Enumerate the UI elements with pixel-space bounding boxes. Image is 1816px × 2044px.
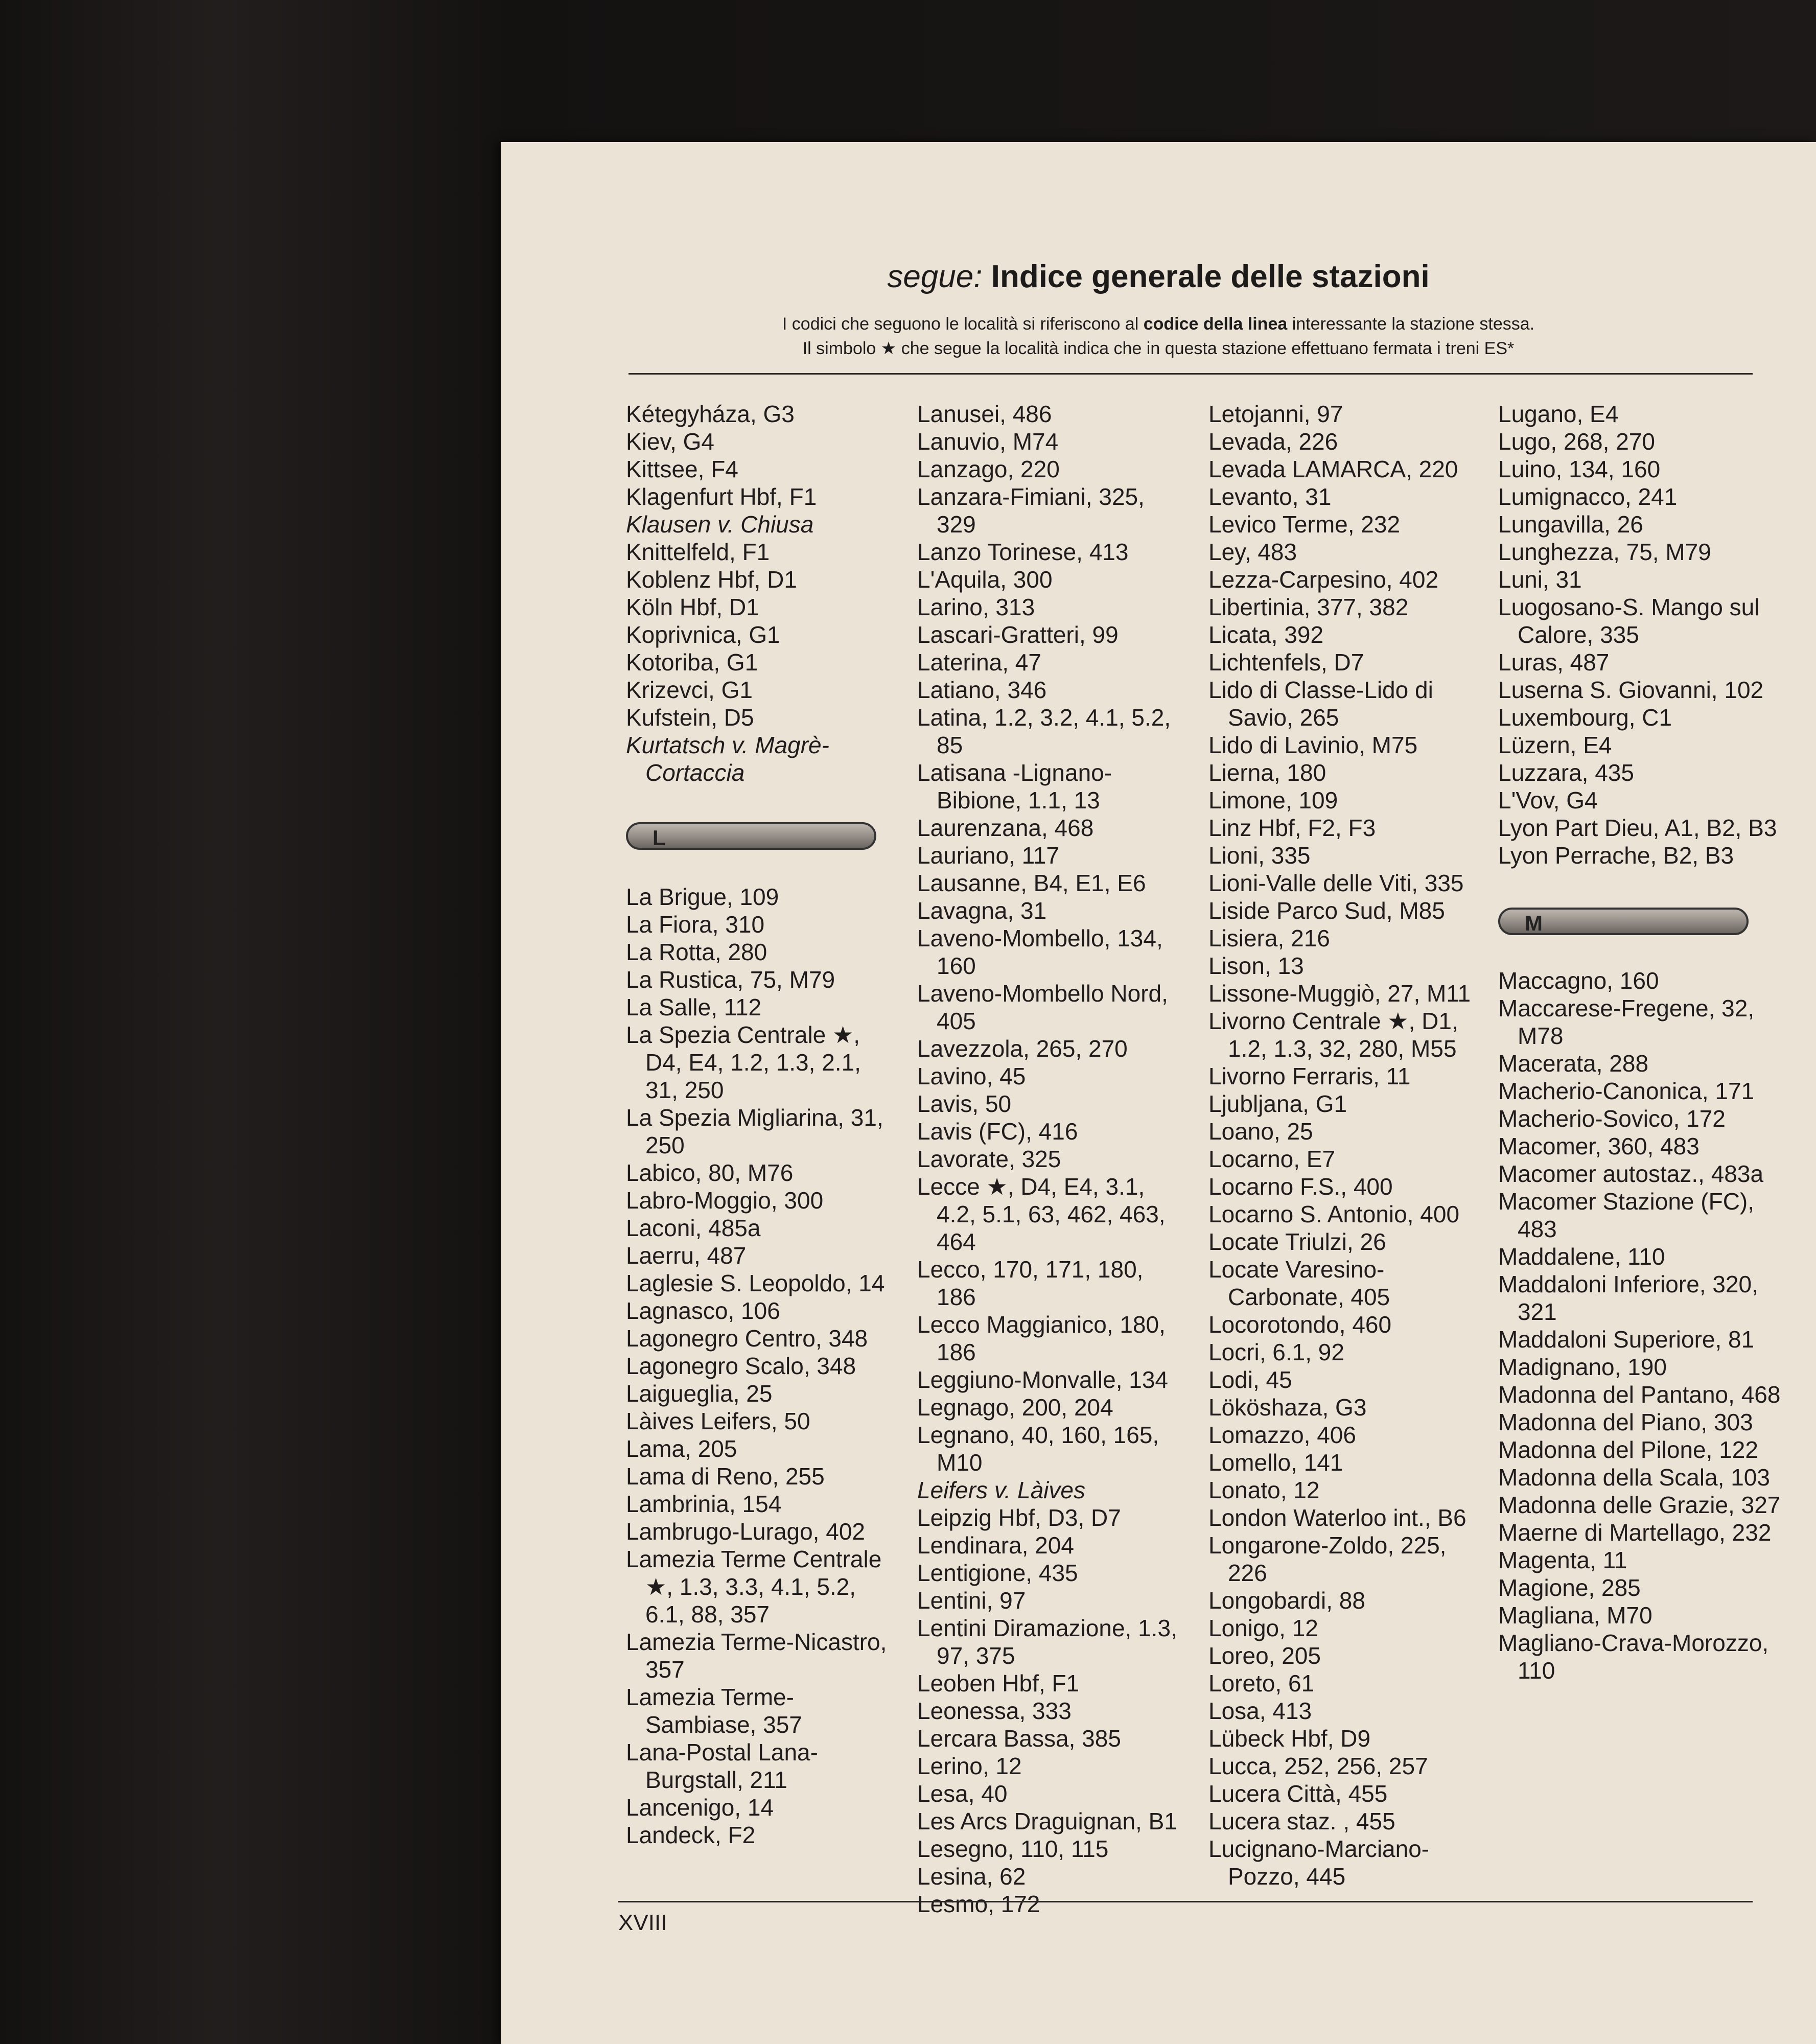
- index-entry: La Spezia Centrale ★, D4, E4, 1.2, 1.3, 2.1, 31, 250: [626, 1021, 861, 1103]
- index-entry: Luserna S. Giovanni, 102: [1498, 677, 1764, 703]
- index-entry: Libertinia, 377, 382: [1208, 594, 1409, 620]
- index-entry: Lambrinia, 154: [626, 1491, 782, 1517]
- index-entry: Lucera Città, 455: [1208, 1780, 1388, 1807]
- index-entry: Locorotondo, 460: [1208, 1311, 1392, 1338]
- index-entry: Lauriano, 117: [917, 842, 1059, 869]
- index-entry: London Waterloo int., B6: [1208, 1504, 1466, 1531]
- index-entry: Lentini, 97: [917, 1587, 1026, 1614]
- index-entry: Macerata, 288: [1498, 1050, 1649, 1077]
- index-entry: Locarno F.S., 400: [1208, 1173, 1393, 1200]
- index-entry: Kufstein, D5: [626, 704, 754, 731]
- index-entry: Luzzara, 435: [1498, 759, 1634, 786]
- entry-list: [1498, 400, 1784, 869]
- entry-list: [1498, 967, 1784, 1684]
- index-entry: Madonna del Piano, 303: [1498, 1409, 1753, 1435]
- index-entry: Lucera staz. , 455: [1208, 1808, 1395, 1834]
- index-entry: Lambrugo-Lurago, 402: [626, 1518, 865, 1545]
- index-entry: Lucca, 252, 256, 257: [1208, 1753, 1428, 1779]
- index-entry: Madonna della Scala, 103: [1498, 1464, 1770, 1491]
- index-entry: Lendinara, 204: [917, 1532, 1074, 1559]
- index-entry: Laigueglia, 25: [626, 1380, 773, 1407]
- index-entry: Leoben Hbf, F1: [917, 1670, 1080, 1697]
- index-entry: Lercara Bassa, 385: [917, 1725, 1121, 1752]
- index-page: [501, 142, 1816, 2044]
- index-entry: Lamezia Terme Centrale ★, 1.3, 3.3, 4.1, 5.2, 6.1, 88, 357: [626, 1546, 882, 1628]
- subtitle-line-1-start: I codici che seguono le località si riferiscono al: [782, 314, 1144, 334]
- index-entry: Lagonegro Centro, 348: [626, 1325, 868, 1352]
- top-rule: [628, 373, 1753, 375]
- index-entry: Les Arcs Draguignan, B1: [917, 1808, 1177, 1834]
- index-entry: Laurenzana, 468: [917, 815, 1094, 841]
- page-number: XVIII: [618, 1910, 667, 1935]
- index-entry: L'Vov, G4: [1498, 787, 1598, 814]
- subtitle-line-2: Il simbolo ★ che segue la località indica che in questa stazione effettuano fermata i treni ES*: [802, 339, 1515, 358]
- index-entry: Lesmo, 172: [917, 1891, 1040, 1917]
- title-prefix: segue:: [887, 259, 983, 294]
- index-entry: Locarno S. Antonio, 400: [1208, 1201, 1460, 1227]
- index-entry: La Spezia Migliarina, 31, 250: [626, 1104, 883, 1158]
- entry-list: [1208, 400, 1479, 1890]
- index-entry: La Rustica, 75, M79: [626, 966, 835, 993]
- title-text: Indice generale delle stazioni: [991, 259, 1430, 294]
- index-entry: Lana-Postal Lana-Burgstall, 211: [626, 1739, 818, 1793]
- index-entry: Lunghezza, 75, M79: [1498, 539, 1711, 565]
- index-entry: Lugo, 268, 270: [1498, 428, 1655, 455]
- index-entry: Legnago, 200, 204: [917, 1394, 1113, 1421]
- index-entry: Luxembourg, C1: [1498, 704, 1672, 731]
- index-entry: Koprivnica, G1: [626, 621, 780, 648]
- index-entry: Larino, 313: [917, 594, 1035, 620]
- index-entry: Kétegyháza, G3: [626, 401, 795, 427]
- index-entry: Lomazzo, 406: [1208, 1422, 1356, 1448]
- index-entry: Lanzo Torinese, 413: [917, 539, 1129, 565]
- index-entry: Levanto, 31: [1208, 483, 1332, 510]
- index-entry: Kittsee, F4: [626, 456, 738, 482]
- index-entry: Koblenz Hbf, D1: [626, 566, 797, 593]
- index-entry: Luras, 487: [1498, 649, 1610, 676]
- index-entry: Lanzara-Fimiani, 325, 329: [917, 483, 1145, 538]
- index-entry: Macherio-Canonica, 171: [1498, 1078, 1755, 1104]
- index-entry: Macomer Stazione (FC), 483: [1498, 1188, 1755, 1242]
- index-entry: La Fiora, 310: [626, 911, 765, 938]
- subtitle-line-1: [501, 314, 1816, 335]
- index-entry: Laerru, 487: [626, 1242, 747, 1269]
- index-entry: Lecco, 170, 171, 180, 186: [917, 1256, 1144, 1310]
- index-entry: Lököshaza, G3: [1208, 1394, 1367, 1421]
- index-entry: Lavis, 50: [917, 1090, 1012, 1117]
- index-entry: Lido di Classe-Lido di Savio, 265: [1208, 677, 1433, 731]
- index-entry: La Rotta, 280: [626, 939, 767, 965]
- index-entry: Latiano, 346: [917, 677, 1047, 703]
- index-entry: Loreto, 61: [1208, 1670, 1315, 1697]
- index-entry: Lavis (FC), 416: [917, 1118, 1078, 1145]
- index-column-4: [1498, 400, 1784, 1684]
- entry-list: [917, 400, 1188, 1918]
- index-entry: Labico, 80, M76: [626, 1159, 794, 1186]
- index-entry: Lison, 13: [1208, 953, 1304, 979]
- index-entry: Klagenfurt Hbf, F1: [626, 483, 817, 510]
- index-entry: Magione, 285: [1498, 1574, 1641, 1601]
- index-entry: Lagnasco, 106: [626, 1297, 780, 1324]
- index-entry: Lissone-Muggiò, 27, M11: [1208, 980, 1471, 1007]
- index-entry: Lesa, 40: [917, 1780, 1008, 1807]
- index-entry: Legnano, 40, 160, 165, M10: [917, 1422, 1159, 1476]
- index-entry: Maerne di Martellago, 232: [1498, 1519, 1772, 1546]
- index-entry: Lama, 205: [626, 1435, 737, 1462]
- index-entry: Köln Hbf, D1: [626, 594, 759, 620]
- index-entry: Lavorate, 325: [917, 1146, 1061, 1172]
- index-entry: Loreo, 205: [1208, 1642, 1321, 1669]
- index-entry: Labro-Moggio, 300: [626, 1187, 824, 1214]
- index-entry: Laglesie S. Leopoldo, 14: [626, 1270, 885, 1296]
- index-entry: Limone, 109: [1208, 787, 1338, 814]
- index-entry: Levada, 226: [1208, 428, 1338, 455]
- index-entry: Lezza-Carpesino, 402: [1208, 566, 1439, 593]
- index-entry: Knittelfeld, F1: [626, 539, 770, 565]
- index-entry: La Salle, 112: [626, 994, 762, 1020]
- index-entry: Lesegno, 110, 115: [917, 1836, 1109, 1862]
- index-entry: Lanusei, 486: [917, 401, 1052, 427]
- index-entry: Losa, 413: [1208, 1698, 1312, 1724]
- index-entry: Leipzig Hbf, D3, D7: [917, 1504, 1121, 1531]
- index-entry: Lioni-Valle delle Viti, 335: [1208, 870, 1464, 896]
- page-title: [501, 260, 1816, 294]
- subtitle-line-1-end: interessante la stazione stessa.: [1287, 314, 1535, 334]
- index-entry: Levico Terme, 232: [1208, 511, 1401, 538]
- index-entry: Lyon Perrache, B2, B3: [1498, 842, 1734, 869]
- index-entry: Lamezia Terme-Nicastro, 357: [626, 1629, 887, 1683]
- index-entry: Madonna delle Grazie, 327: [1498, 1492, 1781, 1518]
- index-entry: Lausanne, B4, E1, E6: [917, 870, 1146, 896]
- index-entry: Locri, 6.1, 92: [1208, 1339, 1344, 1365]
- index-entry: Leonessa, 333: [917, 1698, 1072, 1724]
- index-entry: Ley, 483: [1208, 539, 1297, 565]
- index-entry: Lavino, 45: [917, 1063, 1026, 1089]
- index-entry: Liside Parco Sud, M85: [1208, 897, 1445, 924]
- index-entry: Laterina, 47: [917, 649, 1041, 676]
- index-entry: Lichtenfels, D7: [1208, 649, 1364, 676]
- index-entry: Lüzern, E4: [1498, 732, 1612, 758]
- index-column-3: [1208, 400, 1479, 1890]
- entry-list: [626, 400, 897, 786]
- index-entry: Maddalene, 110: [1498, 1243, 1665, 1270]
- index-entry: Lodi, 45: [1208, 1366, 1292, 1393]
- bottom-rule: [618, 1901, 1753, 1902]
- index-entry: Lerino, 12: [917, 1753, 1022, 1779]
- index-entry: Lido di Lavinio, M75: [1208, 732, 1418, 758]
- section-letter-l: L: [626, 822, 876, 850]
- index-column-2: [917, 400, 1188, 1918]
- index-entry: Luni, 31: [1498, 566, 1582, 593]
- index-entry: Lascari-Gratteri, 99: [917, 621, 1119, 648]
- index-entry: Magliano-Crava-Morozzo, 110: [1498, 1630, 1769, 1684]
- index-entry: Ljubljana, G1: [1208, 1090, 1347, 1117]
- index-entry: La Brigue, 109: [626, 884, 779, 910]
- index-entry: Lanuvio, M74: [917, 428, 1059, 455]
- index-entry: Magenta, 11: [1498, 1547, 1627, 1573]
- index-entry: Macherio-Sovico, 172: [1498, 1105, 1726, 1132]
- index-entry: Lagonegro Scalo, 348: [626, 1353, 856, 1379]
- index-entry: Kurtatsch v. Magrè-Cortaccia: [626, 732, 829, 786]
- index-entry: Maddaloni Superiore, 81: [1498, 1326, 1755, 1353]
- index-entry: Letojanni, 97: [1208, 401, 1343, 427]
- index-entry: Longarone-Zoldo, 225, 226: [1208, 1532, 1447, 1586]
- index-entry: Madignano, 190: [1498, 1354, 1667, 1380]
- index-entry: Maccarese-Fregene, 32, M78: [1498, 995, 1755, 1049]
- index-entry: Klausen v. Chiusa: [626, 511, 814, 538]
- index-entry: Latina, 1.2, 3.2, 4.1, 5.2, 85: [917, 704, 1171, 758]
- index-entry: Lugano, E4: [1498, 401, 1619, 427]
- index-entry: Macomer autostaz., 483a: [1498, 1160, 1764, 1187]
- index-entry: Leifers v. Làives: [917, 1477, 1085, 1503]
- index-entry: Lavagna, 31: [917, 897, 1047, 924]
- index-entry: Locate Varesino-Carbonate, 405: [1208, 1256, 1390, 1310]
- index-entry: Loano, 25: [1208, 1118, 1313, 1145]
- index-entry: Lonato, 12: [1208, 1477, 1320, 1503]
- index-entry: Lecco Maggianico, 180, 186: [917, 1311, 1166, 1365]
- index-entry: Levada LAMARCA, 220: [1208, 456, 1458, 482]
- index-entry: Lavezzola, 265, 270: [917, 1035, 1128, 1062]
- index-entry: Latisana -Lignano-Bibione, 1.1, 13: [917, 759, 1112, 814]
- index-entry: Lisiera, 216: [1208, 925, 1330, 951]
- index-entry: Livorno Centrale ★, D1, 1.2, 1.3, 32, 280, M55: [1208, 1008, 1458, 1062]
- subtitle-line-1-bold: codice della linea: [1143, 314, 1288, 334]
- index-entry: Laveno-Mombello Nord, 405: [917, 980, 1168, 1034]
- index-entry: Kotoriba, G1: [626, 649, 758, 676]
- index-column-1: [626, 400, 897, 1849]
- index-entry: Licata, 392: [1208, 621, 1324, 648]
- index-entry: Livorno Ferraris, 11: [1208, 1063, 1411, 1089]
- index-entry: Landeck, F2: [626, 1822, 756, 1848]
- index-entry: Locate Triulzi, 26: [1208, 1228, 1386, 1255]
- index-entry: Macomer, 360, 483: [1498, 1133, 1699, 1159]
- index-entry: Madonna del Pilone, 122: [1498, 1436, 1758, 1463]
- index-entry: Lecce ★, D4, E4, 3.1, 4.2, 5.1, 63, 462, 463, 464: [917, 1173, 1166, 1255]
- index-entry: Krizevci, G1: [626, 677, 753, 703]
- index-entry: Lanzago, 220: [917, 456, 1060, 482]
- index-entry: Kiev, G4: [626, 428, 714, 455]
- index-entry: Lonigo, 12: [1208, 1615, 1318, 1641]
- index-entry: Longobardi, 88: [1208, 1587, 1365, 1614]
- index-entry: Lomello, 141: [1208, 1449, 1343, 1476]
- index-entry: Linz Hbf, F2, F3: [1208, 815, 1376, 841]
- index-entry: Lamezia Terme-Sambiase, 357: [626, 1684, 802, 1738]
- index-entry: Lancenigo, 14: [626, 1794, 774, 1821]
- section-letter-m: M: [1498, 908, 1749, 935]
- index-entry: Luogosano-S. Mango sul Calore, 335: [1498, 594, 1760, 648]
- index-entry: Magliana, M70: [1498, 1602, 1652, 1629]
- index-entry: Laveno-Mombello, 134, 160: [917, 925, 1163, 979]
- index-entry: Leggiuno-Monvalle, 134: [917, 1366, 1169, 1393]
- index-entry: Lama di Reno, 255: [626, 1463, 825, 1490]
- index-entry: Maddaloni Inferiore, 320, 321: [1498, 1271, 1758, 1325]
- index-entry: Lumignacco, 241: [1498, 483, 1678, 510]
- index-entry: Lucignano-Marciano-Pozzo, 445: [1208, 1836, 1430, 1890]
- index-entry: Locarno, E7: [1208, 1146, 1336, 1172]
- index-entry: Lübeck Hbf, D9: [1208, 1725, 1371, 1752]
- index-entry: Lioni, 335: [1208, 842, 1311, 869]
- index-entry: Lesina, 62: [917, 1863, 1026, 1890]
- index-entry: Luino, 134, 160: [1498, 456, 1661, 482]
- index-entry: Làives Leifers, 50: [626, 1408, 810, 1434]
- index-entry: Lentigione, 435: [917, 1560, 1078, 1586]
- index-entry: Laconi, 485a: [626, 1215, 761, 1241]
- index-entry: Lentini Diramazione, 1.3, 97, 375: [917, 1615, 1177, 1669]
- entry-list: [626, 883, 897, 1849]
- index-entry: Madonna del Pantano, 468: [1498, 1381, 1781, 1408]
- index-entry: Lyon Part Dieu, A1, B2, B3: [1498, 815, 1777, 841]
- index-entry: Maccagno, 160: [1498, 967, 1659, 994]
- index-entry: Lierna, 180: [1208, 759, 1326, 786]
- index-entry: Lungavilla, 26: [1498, 511, 1643, 538]
- index-entry: L'Aquila, 300: [917, 566, 1053, 593]
